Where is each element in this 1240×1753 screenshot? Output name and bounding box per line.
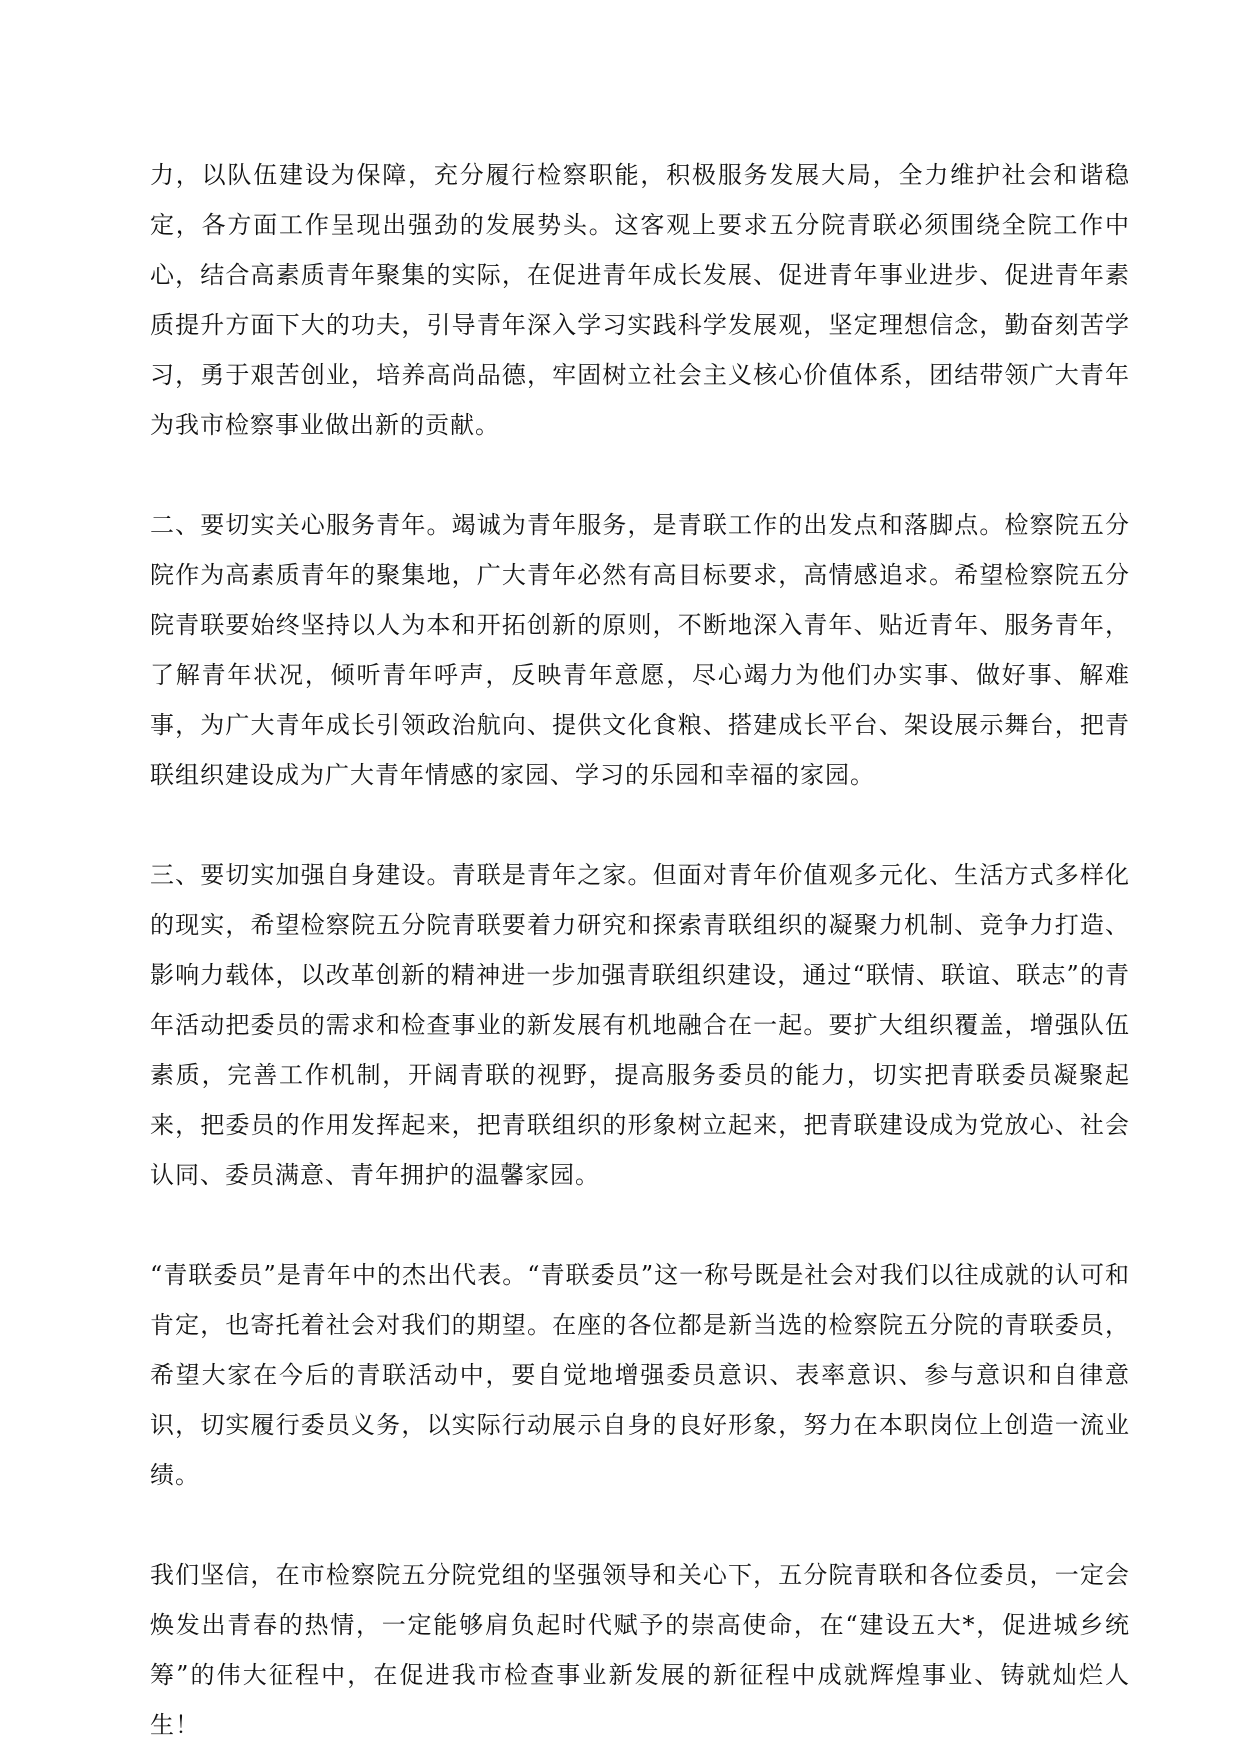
paragraph-2: 二、要切实关心服务青年。竭诚为青年服务，是青联工作的出发点和落脚点。检察院五分院作为高素质青年的聚集地，广大青年必然有高目标要求，高情感追求。希望检察院五分院青联要始终坚持以人为本和开拓创新的原则，不断地深入青年、贴近青年、服务青年，了解青年状况，倾听青年呼声，反映青年意愿，尽心竭力为他们办实事、做好事、解难事，为广大青年成长引领政治航向、提供文化食粮、搭建成长平台、架设展示舞台，把青联组织建设成为广大青年情感的家园、学习的乐园和幸福的家园。: [150, 511, 1130, 789]
paragraph-5: 我们坚信，在市检察院五分院党组的坚强领导和关心下，五分院青联和各位委员，一定会焕发出青春的热情，一定能够肩负起时代赋予的崇高使命，在“建设五大*，促进城乡统筹”的伟大征程中，在促进我市检查事业新发展的新征程中成就辉煌事业、铸就灿烂人生！: [150, 1561, 1130, 1739]
paragraph-3: 三、要切实加强自身建设。青联是青年之家。但面对青年价值观多元化、生活方式多样化的现实，希望检察院五分院青联要着力研究和探索青联组织的凝聚力机制、竞争力打造、影响力载体，以改革创新的精神进一步加强青联组织建设，通过“联情、联谊、联志”的青年活动把委员的需求和检查事业的新发展有机地融合在一起。要扩大组织覆盖，增强队伍素质，完善工作机制，开阔青联的视野，提高服务委员的能力，切实把青联委员凝聚起来，把委员的作用发挥起来，把青联组织的形象树立起来，把青联建设成为党放心、社会认同、委员满意、青年拥护的温馨家园。: [150, 861, 1130, 1189]
document-page: [150, 150, 1130, 1750]
paragraph-4: “青联委员”是青年中的杰出代表。“青联委员”这一称号既是社会对我们以往成就的认可和肯定，也寄托着社会对我们的期望。在座的各位都是新当选的检察院五分院的青联委员，希望大家在今后的青联活动中，要自觉地增强委员意识、表率意识、参与意识和自律意识，切实履行委员义务，以实际行动展示自身的良好形象，努力在本职岗位上创造一流业绩。: [150, 1261, 1130, 1489]
paragraph-1: 力，以队伍建设为保障，充分履行检察职能，积极服务发展大局，全力维护社会和谐稳定，各方面工作呈现出强劲的发展势头。这客观上要求五分院青联必须围绕全院工作中心，结合高素质青年聚集的实际，在促进青年成长发展、促进青年事业进步、促进青年素质提升方面下大的功夫，引导青年深入学习实践科学发展观，坚定理想信念，勤奋刻苦学习，勇于艰苦创业，培养高尚品德，牢固树立社会主义核心价值体系，团结带领广大青年为我市检察事业做出新的贡献。: [150, 161, 1130, 439]
